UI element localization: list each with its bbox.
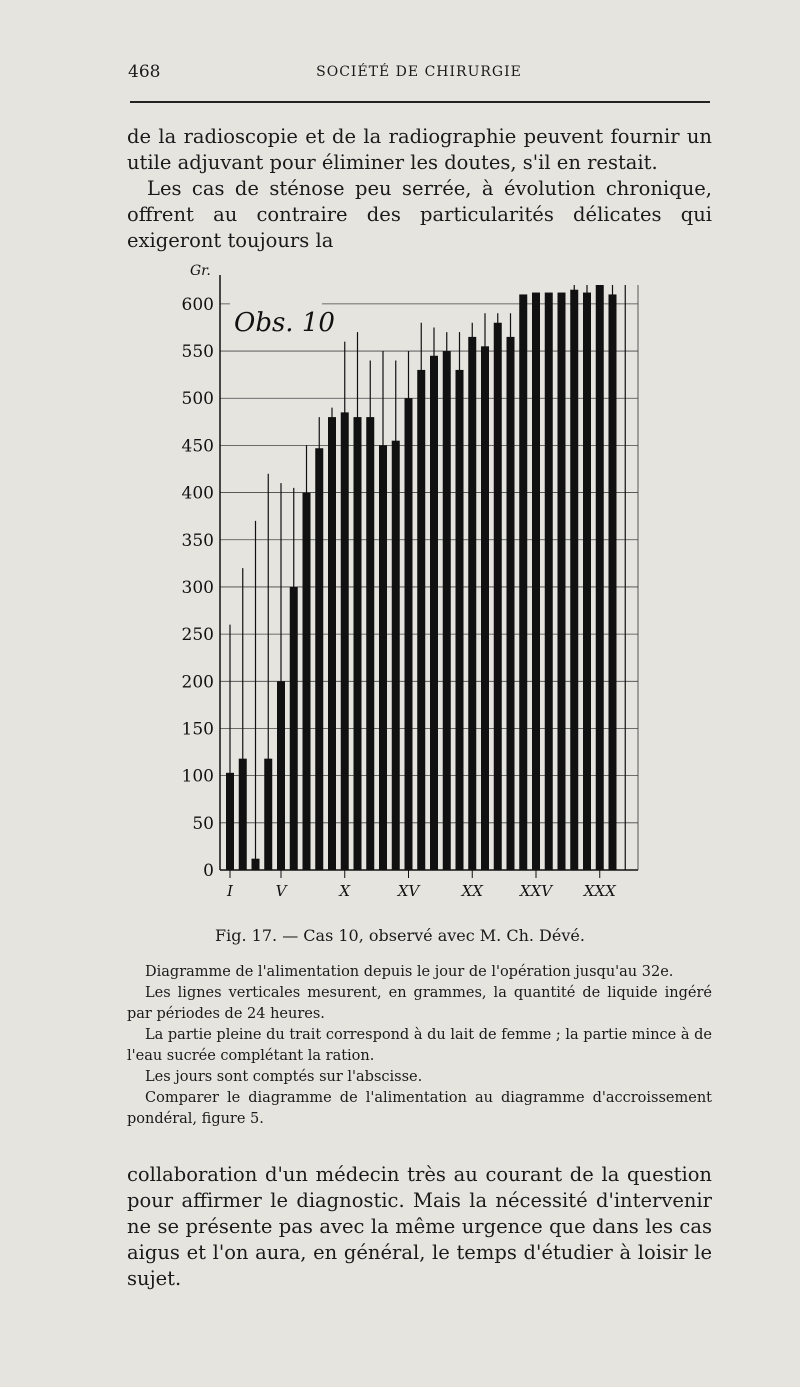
- bar-mark: [481, 346, 489, 870]
- bar-mark: [609, 294, 617, 870]
- figure-caption-title: Fig. 17. — Cas 10, observé avec M. Ch. Dévé.: [215, 926, 585, 945]
- chart-title: Obs. 10: [234, 308, 335, 338]
- bar-mark: [405, 398, 413, 870]
- running-head: SOCIÉTÉ DE CHIRURGIE: [316, 64, 522, 80]
- x-tick-label: XX: [461, 882, 483, 900]
- y-tick-label: 600: [181, 294, 214, 315]
- bar-mark: [277, 681, 285, 870]
- y-tick-label: 300: [181, 577, 214, 598]
- bar-mark: [354, 417, 362, 870]
- caption-line: La partie pleine du trait correspond à du lait de femme ; la partie mince à de l'eau sucrée complétant la ration.: [127, 1027, 712, 1064]
- bar-mark: [290, 587, 298, 870]
- bar-mark: [443, 351, 451, 870]
- bar-mark: [328, 417, 336, 870]
- y-tick-label: 400: [181, 483, 214, 504]
- y-tick-label: 150: [181, 719, 214, 740]
- y-tick-label: 500: [181, 389, 214, 410]
- bar-mark: [315, 448, 323, 870]
- page-header: [128, 62, 710, 86]
- caption-line: Les jours sont comptés sur l'abscisse.: [145, 1069, 423, 1085]
- bar-mark: [379, 445, 387, 870]
- y-tick-label: 550: [181, 342, 214, 363]
- x-tick-label: XXV: [519, 882, 553, 900]
- paragraph: Les cas de sténose peu serrée, à évolution chronique, offrent au contraire des particularités délicates qui exigeront toujours la: [127, 177, 712, 252]
- caption-line: Les lignes verticales mesurent, en grammes, la quantité de liquide ingéré par périodes de 24 heures.: [127, 985, 712, 1022]
- bar-mark: [583, 293, 591, 870]
- bar-mark: [532, 293, 540, 870]
- bar-mark: [570, 290, 578, 870]
- feeding-bar-chart: [160, 255, 660, 905]
- header-rule: [130, 101, 710, 103]
- figure-caption-body: [127, 962, 712, 1130]
- x-tick-label: X: [339, 882, 351, 900]
- page-number: 468: [128, 62, 161, 82]
- y-tick-label: 200: [181, 672, 214, 693]
- paragraph: collaboration d'un médecin très au courant de la question pour affirmer le diagnostic. Mais la nécessité d'intervenir ne se présente pas avec la même urgence que dans les cas aigus et l'on aura, en général, le temps d'étudier à loisir le sujet.: [127, 1163, 712, 1290]
- bar-mark: [366, 417, 374, 870]
- caption-line: Comparer le diagramme de l'alimentation au diagramme d'accroissement pondéral, figure 5.: [127, 1090, 712, 1127]
- y-tick-label: 100: [181, 766, 214, 787]
- bar-mark: [519, 294, 527, 870]
- x-tick-label: XV: [397, 882, 420, 900]
- bar-mark: [239, 759, 247, 870]
- y-tick-label: 350: [181, 530, 214, 551]
- caption-line: Diagramme de l'alimentation depuis le jour de l'opération jusqu'au 32e.: [145, 964, 674, 980]
- bar-mark: [456, 370, 464, 870]
- bar-mark: [252, 859, 260, 870]
- x-tick-label: I: [227, 882, 233, 900]
- body-text-top: [127, 124, 712, 254]
- bar-mark: [558, 293, 566, 870]
- y-tick-label: 50: [192, 813, 214, 834]
- body-text-bottom: [127, 1162, 712, 1292]
- bar-mark: [468, 337, 476, 870]
- paragraph: de la radioscopie et de la radiographie peuvent fournir un utile adjuvant pour éliminer les doutes, s'il en restait.: [127, 125, 712, 174]
- bar-mark: [226, 773, 234, 870]
- figure-chart: [160, 255, 660, 905]
- bar-mark: [494, 323, 502, 870]
- y-tick-label: 0: [203, 861, 214, 881]
- x-tick-label: XXX: [583, 882, 616, 900]
- bar-mark: [341, 412, 349, 870]
- bar-mark: [264, 759, 272, 870]
- y-tick-label: 450: [181, 436, 214, 457]
- bar-mark: [303, 493, 311, 870]
- bar-mark: [417, 370, 425, 870]
- x-tick-label: V: [275, 882, 287, 900]
- bar-mark: [392, 441, 400, 870]
- bar-mark: [430, 356, 438, 870]
- bar-mark: [545, 293, 553, 870]
- y-axis-label: Gr.: [190, 263, 211, 279]
- bar-mark: [507, 337, 515, 870]
- bar-mark: [596, 285, 604, 870]
- y-tick-label: 250: [181, 625, 214, 646]
